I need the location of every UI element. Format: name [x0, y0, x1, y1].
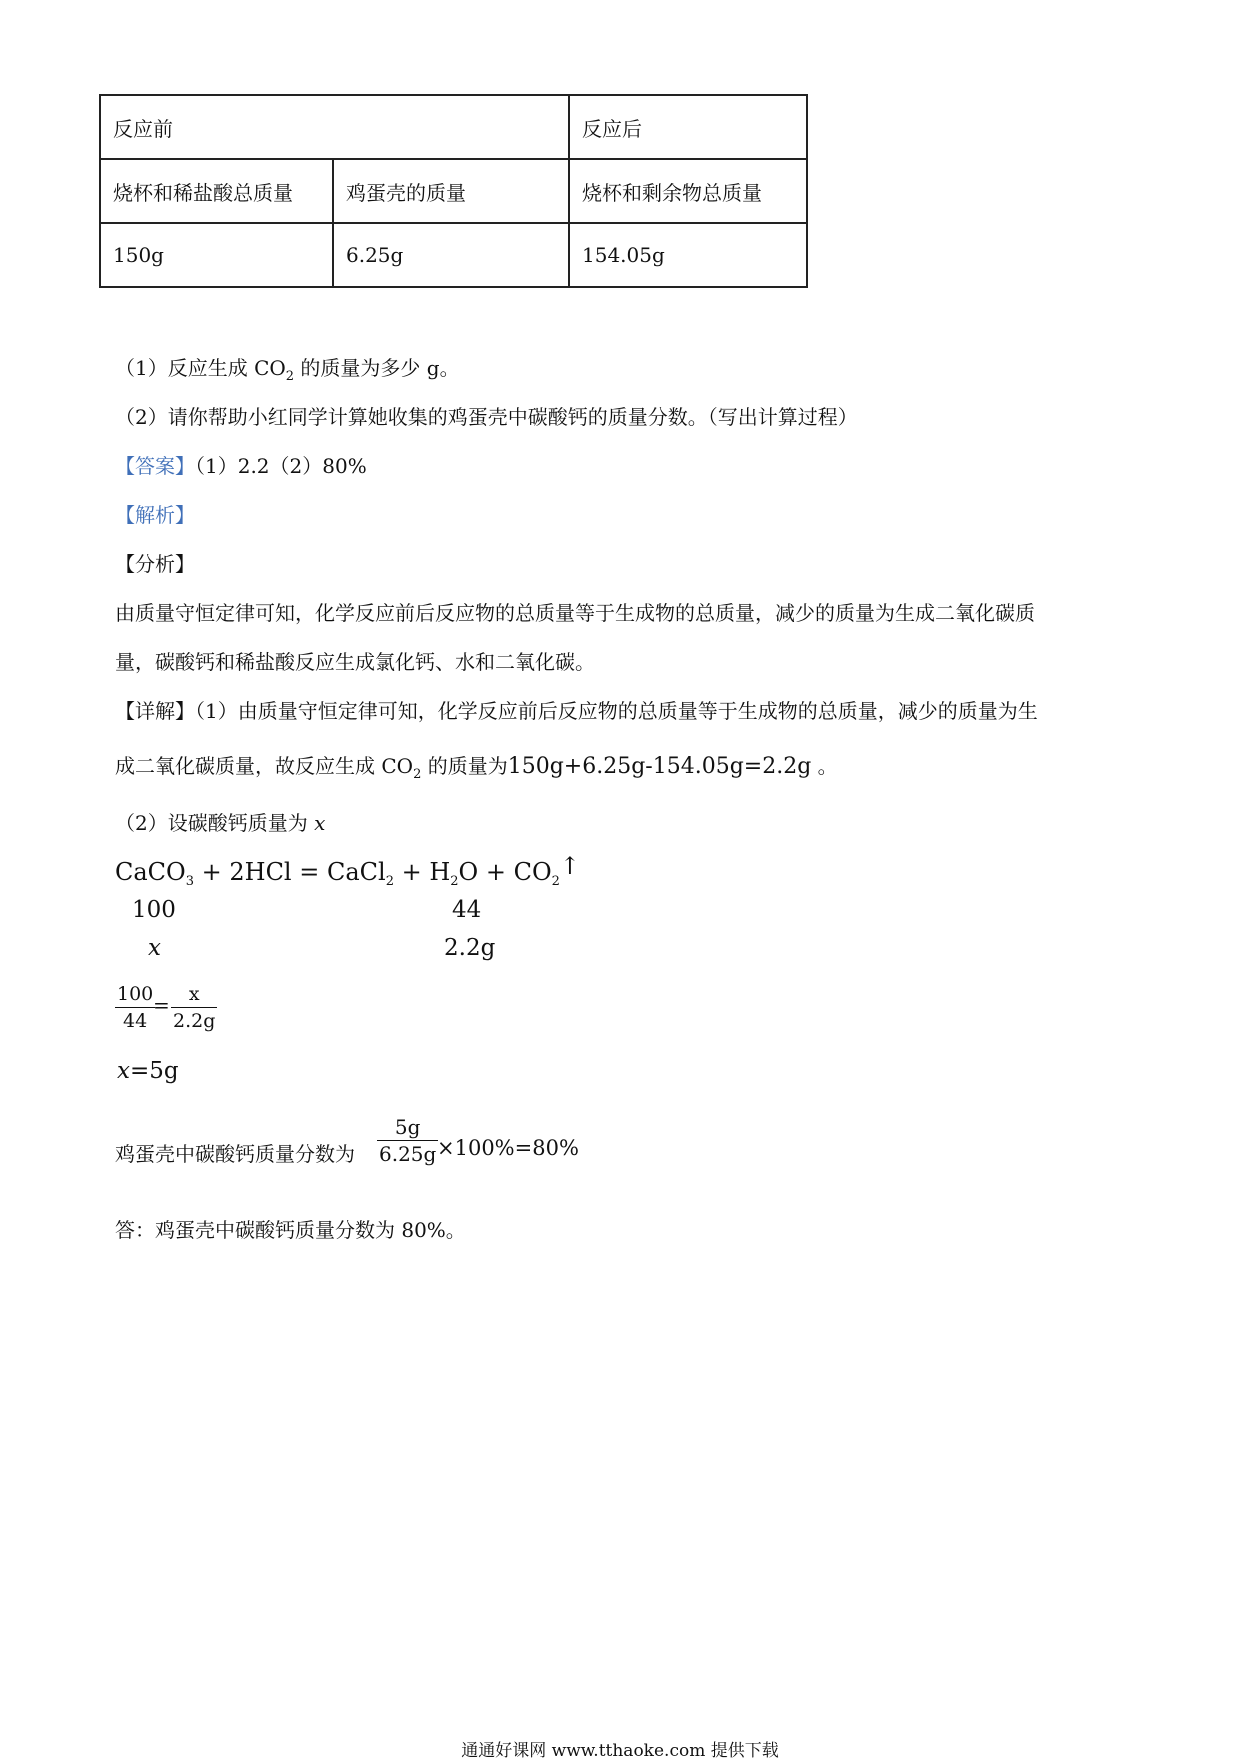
subscript: 2	[285, 369, 295, 384]
subscript: 2	[450, 874, 459, 889]
question-1-text-end: 的质量为多少 g。	[294, 356, 460, 380]
detail-line-1	[115, 697, 1038, 725]
table-header-after: 反应后	[569, 95, 807, 159]
detail-text: 的质量为	[421, 754, 508, 778]
equals-sign: =	[153, 993, 170, 1017]
variable-x: x	[117, 1058, 130, 1084]
detail-text-end: 。	[811, 754, 838, 778]
fenxi-label: 【分析】	[115, 552, 195, 576]
subscript: 3	[185, 874, 194, 889]
table-row	[100, 95, 807, 159]
formula-caco3: CaCO	[115, 858, 186, 886]
part-2-setup	[115, 809, 325, 837]
fraction-denominator: 44	[123, 1010, 148, 1032]
detail-label: 【详解】	[115, 699, 195, 723]
analysis-label: 【解析】	[115, 503, 195, 527]
subscript: 2	[385, 874, 394, 889]
table-cell: 6.25g	[333, 223, 569, 287]
part-2-text: （2）设碳酸钙质量为	[115, 811, 315, 835]
table-cell: 154.05g	[569, 223, 807, 287]
question-1-text: （1）反应生成 CO	[115, 356, 286, 380]
fraction-denominator: 6.25g	[379, 1142, 437, 1166]
result-line	[117, 1058, 179, 1084]
formula-co2: O + CO	[458, 858, 552, 886]
answer-text: （1）2.2（2）80%	[195, 454, 367, 478]
table-row	[100, 159, 807, 223]
variable-x: x	[314, 811, 326, 835]
fraction-numerator: 5g	[377, 1114, 438, 1141]
unknown-x: x	[148, 935, 161, 961]
question-1	[115, 354, 460, 391]
table-cell: 烧杯和剩余物总质量	[569, 159, 807, 223]
mass-expression: 150g+6.25g-154.05g=2.2g	[507, 754, 812, 779]
data-table	[99, 94, 808, 288]
question-2: （2）请你帮助小红同学计算她收集的鸡蛋壳中碳酸钙的质量分数。（写出计算过程）	[115, 405, 858, 429]
table-cell: 烧杯和稀盐酸总质量	[100, 159, 333, 223]
subscript: 2	[413, 767, 422, 782]
fraction-left	[115, 981, 155, 1034]
molar-mass-caco3: 100	[132, 897, 176, 923]
molar-mass-co2: 44	[452, 897, 482, 923]
table-row	[100, 223, 807, 287]
percent-label: 鸡蛋壳中碳酸钙质量分数为	[115, 1142, 355, 1166]
table-cell: 鸡蛋壳的质量	[333, 159, 569, 223]
table-cell: 150g	[100, 223, 333, 287]
subscript: 2	[551, 874, 560, 889]
chemical-equation	[115, 852, 581, 889]
fraction-numerator: x	[171, 981, 217, 1008]
table-header-before: 反应前	[100, 95, 569, 159]
fraction-right	[171, 981, 217, 1034]
detail-text: （1）由质量守恒定律可知，化学反应前后反应物的总质量等于生成物的总质量，减少的质量为生	[195, 699, 1038, 723]
co2-mass: 2.2g	[444, 935, 496, 961]
fenxi-line-2: 量，碳酸钙和稀盐酸反应生成氯化钙、水和二氧化碳。	[115, 650, 595, 674]
formula-hcl-cacl2: + 2HCl = CaCl	[194, 858, 386, 886]
formula-h2o: + H	[393, 858, 451, 886]
detail-text: 成二氧化碳质量，故反应生成 CO	[115, 754, 414, 778]
detail-line-2	[115, 752, 838, 789]
percent-result: ×100%=80%	[437, 1136, 579, 1160]
percent-fraction	[377, 1114, 438, 1167]
answer-label: 【答案】	[115, 454, 195, 478]
gas-arrow-icon: ↑	[559, 852, 581, 880]
page-footer: 通通好课网 www.tthaoke.com 提供下载	[461, 1741, 779, 1761]
fenxi-line-1: 由质量守恒定律可知，化学反应前后反应物的总质量等于生成物的总质量，减少的质量为生成二氧化碳质	[115, 601, 1035, 625]
fraction-denominator: 2.2g	[173, 1010, 216, 1032]
result-value: =5g	[129, 1058, 179, 1084]
answer-line	[115, 452, 367, 480]
fraction-numerator: 100	[115, 981, 155, 1008]
conclusion: 答：鸡蛋壳中碳酸钙质量分数为 80%。	[115, 1218, 466, 1242]
